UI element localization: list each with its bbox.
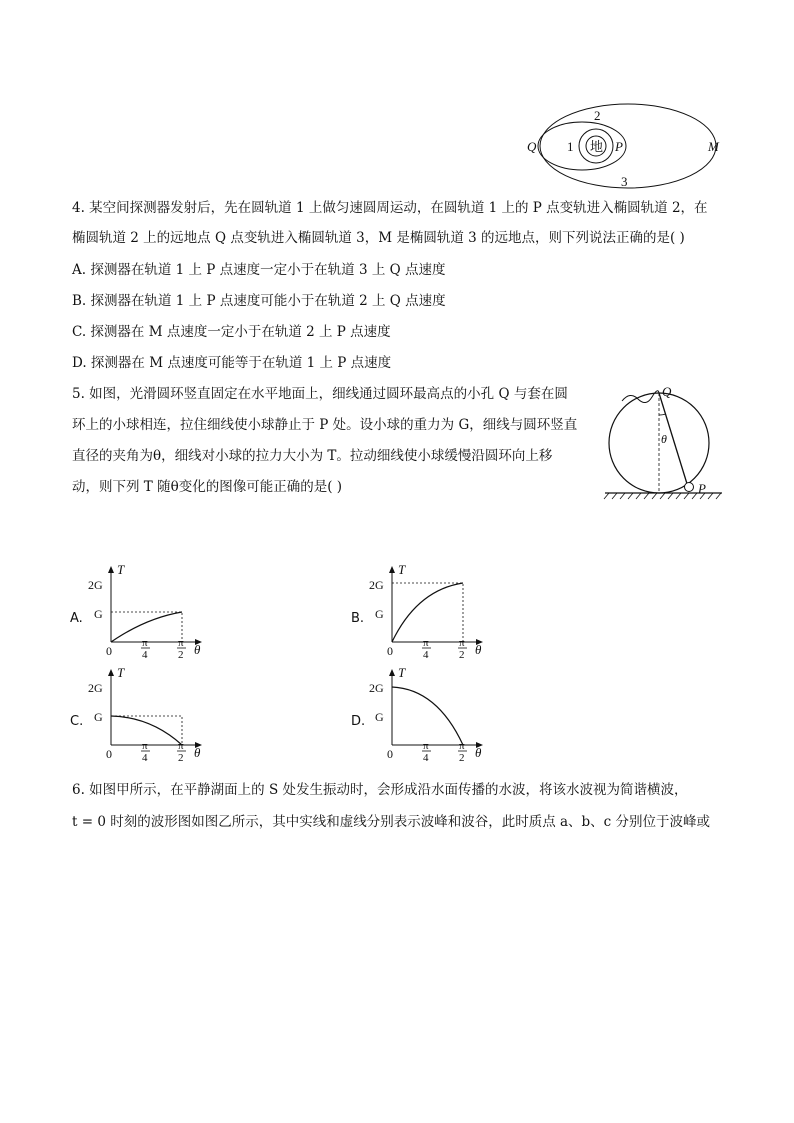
q4-option-d: D. 探测器在 M 点速度可能等于在轨道 1 上 P 点速度	[72, 355, 392, 371]
graph-option-label: D.	[351, 714, 366, 729]
y-tick-2g: 2G	[369, 681, 384, 695]
x-axis-label: θ	[475, 642, 482, 657]
x-tick-0: 0	[106, 644, 112, 658]
svg-text:π: π	[178, 740, 184, 752]
y-tick-g: G	[94, 607, 103, 621]
svg-text:2: 2	[459, 752, 465, 764]
svg-text:π: π	[142, 740, 148, 752]
svg-text:2: 2	[178, 649, 184, 661]
svg-text:4: 4	[142, 649, 148, 661]
y-tick-2g: 2G	[88, 681, 103, 695]
svg-text:π: π	[459, 637, 465, 649]
x-tick-pi-4	[141, 740, 150, 764]
svg-text:4: 4	[142, 752, 148, 764]
q4-stem-line-1: 4. 某空间探测器发射后，先在圆轨道 1 上做匀速圆周运动，在圆轨道 1 上的 P 点变轨进入椭圆轨道 2，在	[72, 200, 708, 216]
y-tick-2g: 2G	[88, 578, 103, 592]
x-tick-pi-4	[422, 740, 431, 764]
svg-text:π: π	[459, 740, 465, 752]
graph-option-label: C.	[70, 714, 84, 729]
svg-text:4: 4	[423, 649, 429, 661]
graph-b	[347, 562, 507, 662]
q4-option-c: C. 探测器在 M 点速度一定小于在轨道 2 上 P 点速度	[72, 324, 391, 340]
y-arrow	[108, 566, 114, 573]
y-axis-label: T	[117, 562, 125, 577]
q4-option-b: B. 探测器在轨道 1 上 P 点速度可能小于在轨道 2 上 Q 点速度	[72, 293, 446, 309]
x-axis-label: θ	[194, 745, 201, 760]
svg-text:2: 2	[178, 752, 184, 764]
orbit-label-m: M	[708, 139, 719, 154]
q4-stem-line-2: 椭圆轨道 2 上的远地点 Q 点变轨进入椭圆轨道 3，M 是椭圆轨道 3 的远地点，则下列说法正确的是( )	[72, 230, 685, 246]
orbit-figure	[520, 100, 730, 195]
earth-label: 地	[590, 139, 604, 154]
q6-stem-line-1: 6. 如图甲所示，在平静湖面上的 S 处发生振动时，会形成沿水面传播的水波，将该水波视为简谐横波，	[72, 782, 688, 798]
ring-label-q: Q	[662, 384, 672, 399]
y-arrow	[389, 669, 395, 676]
q5-stem-line-3: 直径的夹角为θ，细线对小球的拉力大小为 T。拉动细线使小球缓慢沿圆环向上移	[72, 448, 553, 464]
y-axis-label: T	[398, 665, 406, 680]
graph-d	[347, 665, 507, 765]
ring-label-theta: θ	[661, 432, 667, 446]
orbit-label-q: Q	[527, 139, 537, 154]
x-axis-label: θ	[475, 745, 482, 760]
svg-text:π: π	[423, 740, 429, 752]
y-axis-label: T	[398, 562, 406, 577]
svg-text:2: 2	[459, 649, 465, 661]
graph-a	[66, 562, 226, 662]
svg-text:4: 4	[423, 752, 429, 764]
q5-stem-line-2: 环上的小球相连，拉住细线使小球静止于 P 处。设小球的重力为 G，细线与圆环竖直	[72, 417, 578, 433]
x-tick-0: 0	[387, 747, 393, 761]
x-tick-0: 0	[387, 644, 393, 658]
x-tick-pi-4	[141, 637, 150, 661]
orbit-label-p: P	[615, 139, 623, 154]
orbit-label-1: 1	[567, 139, 574, 154]
y-tick-2g: 2G	[369, 578, 384, 592]
y-arrow	[389, 566, 395, 573]
x-tick-pi-2	[458, 637, 467, 661]
ring-figure	[600, 383, 730, 508]
y-arrow	[108, 669, 114, 676]
svg-text:π: π	[178, 637, 184, 649]
svg-text:π: π	[423, 637, 429, 649]
x-tick-0: 0	[106, 747, 112, 761]
x-axis-label: θ	[194, 642, 201, 657]
x-tick-pi-2	[177, 637, 186, 661]
orbit-label-2: 2	[594, 108, 601, 123]
curve-d	[392, 687, 463, 745]
x-tick-pi-4	[422, 637, 431, 661]
svg-text:π: π	[142, 637, 148, 649]
angle-arc	[659, 414, 666, 415]
q6-stem-line-2: t = 0 时刻的波形图如图乙所示，其中实线和虚线分别表示波峰和波谷，此时质点 a、b、c 分别位于波峰或	[72, 814, 711, 830]
x-tick-pi-2	[177, 740, 186, 764]
y-axis-label: T	[117, 665, 125, 680]
ball	[685, 483, 694, 492]
y-tick-g: G	[94, 710, 103, 724]
y-tick-g: G	[375, 710, 384, 724]
y-tick-g: G	[375, 607, 384, 621]
q5-stem-line-4: 动，则下列 T 随θ变化的图像可能正确的是( )	[72, 479, 343, 495]
graph-option-label: B.	[351, 611, 365, 626]
ring-label-p: P	[698, 481, 706, 496]
guide-dashed	[392, 583, 463, 642]
q4-option-a: A. 探测器在轨道 1 上 P 点速度一定小于在轨道 3 上 Q 点速度	[72, 262, 446, 278]
curve-b	[392, 583, 463, 642]
orbit-label-3: 3	[621, 174, 628, 189]
graph-c	[66, 665, 226, 765]
q5-stem-line-1: 5. 如图，光滑圆环竖直固定在水平地面上，细线通过圆环最高点的小孔 Q 与套在圆	[72, 386, 568, 402]
graph-option-label: A.	[70, 611, 83, 626]
